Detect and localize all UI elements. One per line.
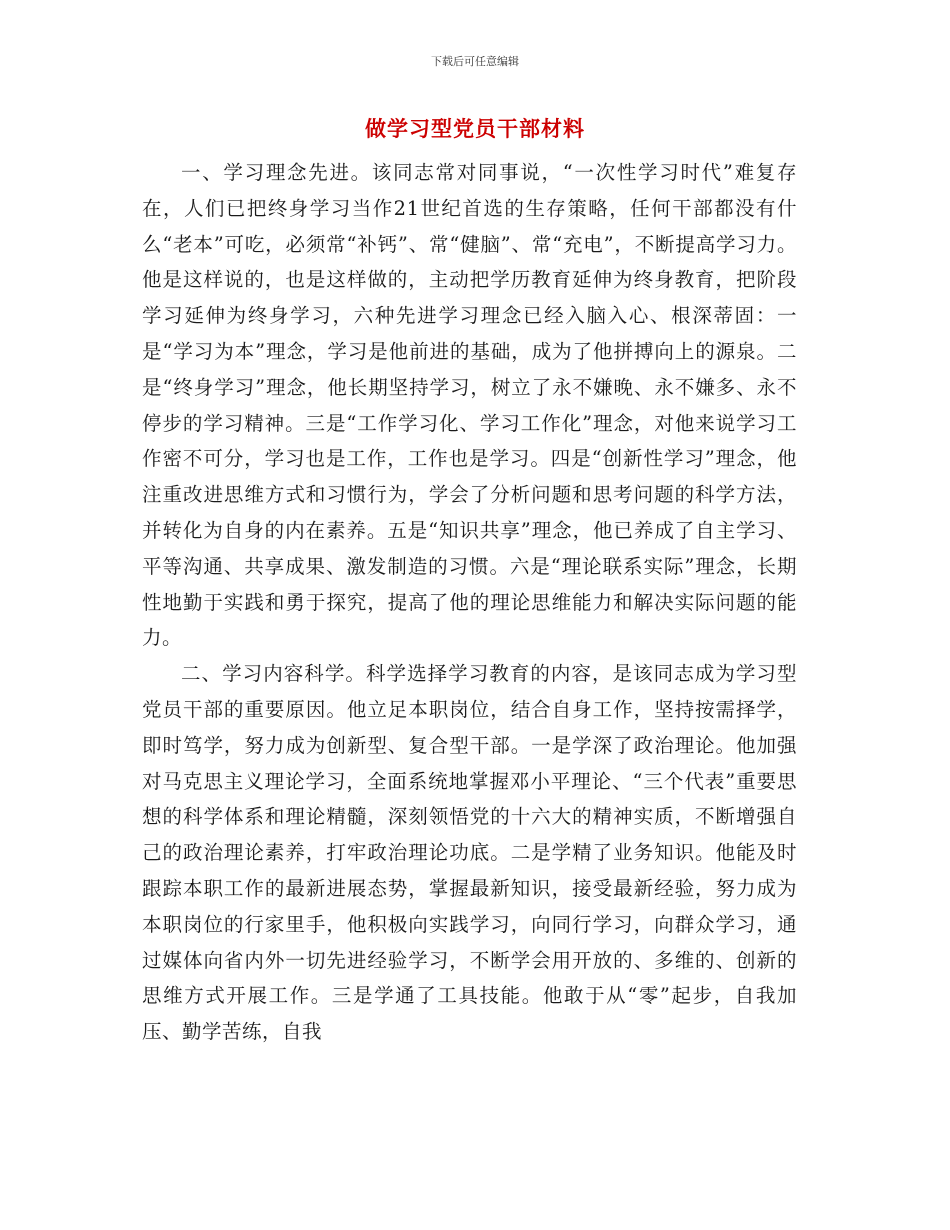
paragraph-2: 二、学习内容科学。科学选择学习教育的内容，是该同志成为学习型党员干部的重要原因。他立足本职岗位，结合自身工作，坚持按需择学，即时笃学，努力成为创新型、复合型干部。一是学深了政治理论。他加强对马克思主义理论学习，全面系统地掌握邓小平理论、“三个代表”重要思想的科学体系和理论精髓，深刻领悟党的十六大的精神实质，不断增强自己的政治理论素养，打牢政治理论功底。二是学精了业务知识。他能及时跟踪本职工作的最新进展态势，掌握最新知识，接受最新经验，努力成为本职岗位的行家里手，他积极向实践学习，向同行学习，向群众学习，通过媒体向省内外一切先进经验学习，不断学会用开放的、多维的、创新的思维方式开展工作。三是学通了工具技能。他敢于从“零”起步，自我加压、勤学苦练，自我 [142, 662, 797, 1044]
paragraph-1: 一、学习理念先进。该同志常对同事说，“一次性学习时代”难复存在，人们已把终身学习当作21世纪首选的生存策略，任何干部都没有什么“老本”可吃，必须常“补钙”、常“健脑”、常“充电”，不断提高学习力。他是这样说的，也是这样做的，主动把学历教育延伸为终身教育，把阶段学习延伸为终身学习，六种先进学习理念已经入脑入心、根深蒂固：一是“学习为本”理念，学习是他前进的基础，成为了他拼搏向上的源泉。二是“终身学习”理念，他长期坚持学习，树立了永不嫌晚、永不嫌多、永不停步的学习精神。三是“工作学习化、学习工作化”理念，对他来说学习工作密不可分，学习也是工作，工作也是学习。四是“创新性学习”理念，他注重改进思维方式和习惯行为，学会了分析问题和思考问题的科学方法，并转化为自身的内在素养。五是“知识共享”理念，他已养成了自主学习、平等沟通、共享成果、激发制造的习惯。六是“理论联系实际”理念，长期性地勤于实践和勇于探究，提高了他的理论思维能力和解决实际问题的能力。 [142, 161, 797, 650]
document-title: 做学习型党员干部材料 [365, 116, 585, 141]
header-note: 下载后可任意编辑 [431, 55, 519, 68]
document-body [142, 155, 797, 1050]
